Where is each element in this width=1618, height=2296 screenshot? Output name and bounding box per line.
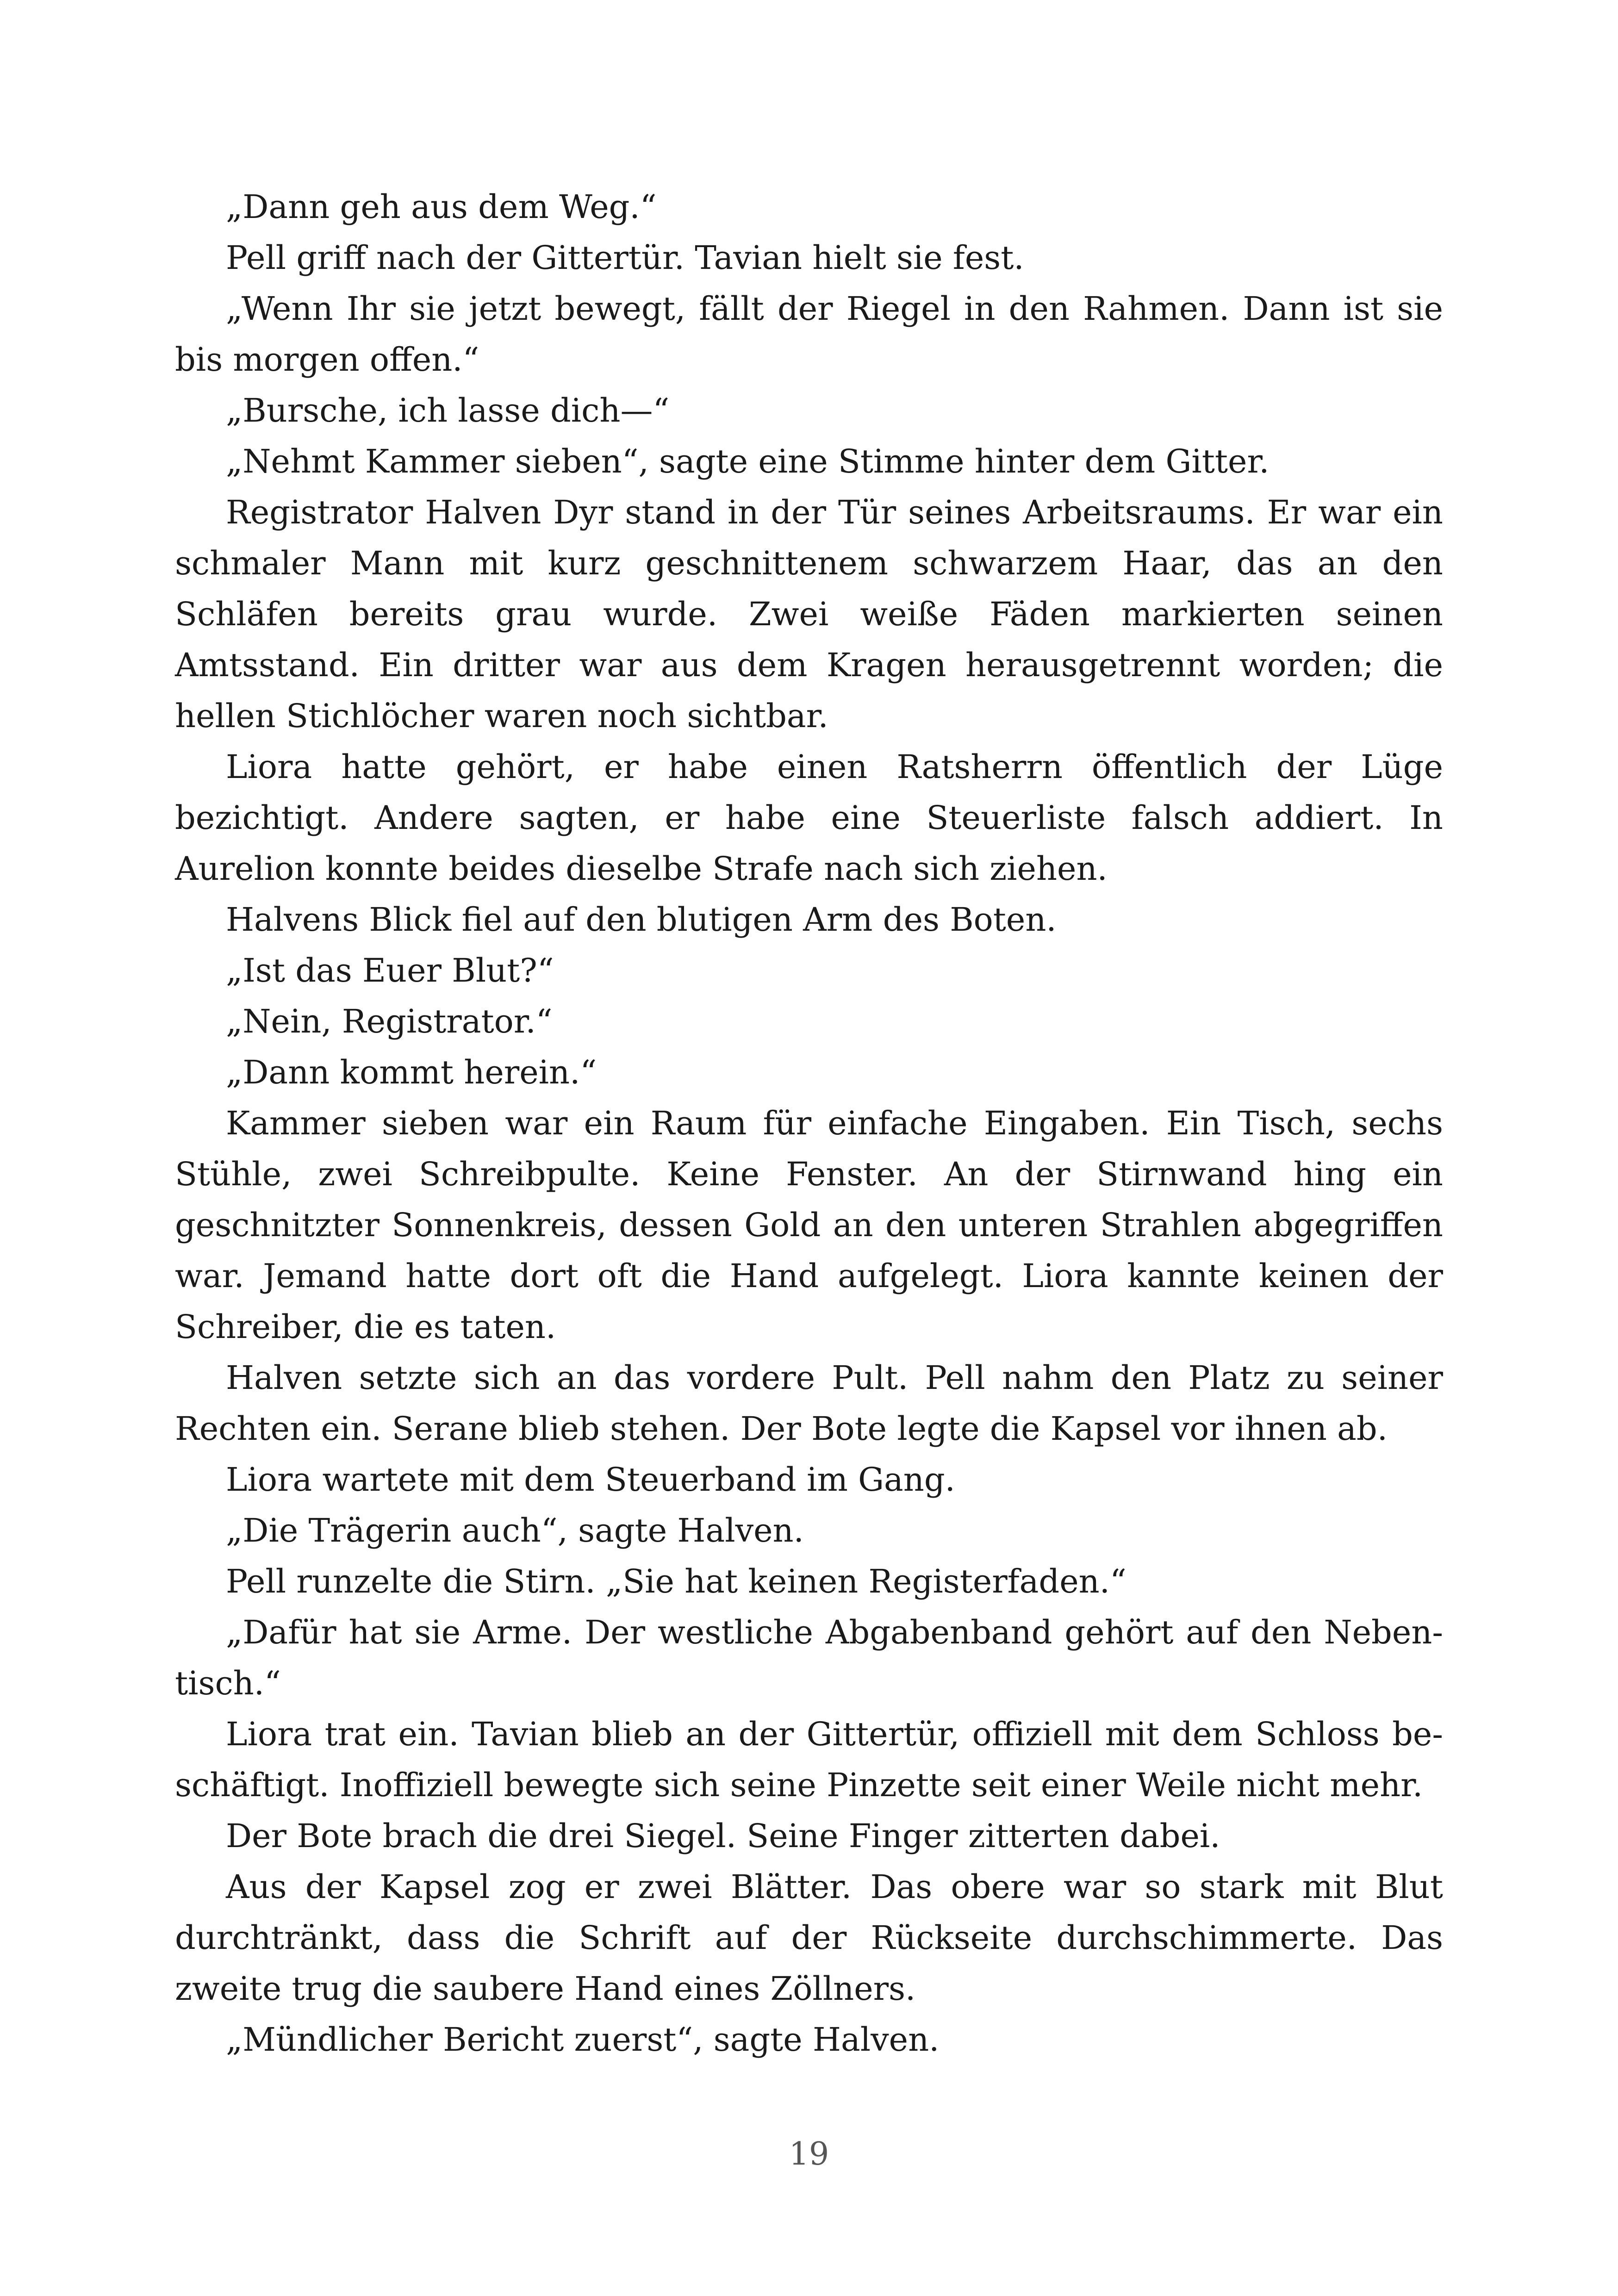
paragraph: Pell griff nach der Gittertür. Tavian hielt sie fest. — [226, 239, 1024, 277]
paragraph: Halven setzte sich an das vordere Pult. Pell nahm den Platz zu seiner Rechten ein. Serane blieb stehen. Der Bote legte die Kapsel vor ihnen ab. — [175, 1359, 1443, 1448]
paragraph: „Dann geh aus dem Weg.“ — [226, 188, 657, 226]
paragraph: Pell runzelte die Stirn. „Sie hat keinen Registerfaden.“ — [226, 1562, 1126, 1600]
body-text — [175, 181, 1443, 2065]
paragraph: „Dann kommt herein.“ — [226, 1053, 597, 1091]
paragraph: Aus der Kapsel zog er zwei Blätter. Das obere war so stark mit Blut durchtränkt, dass die Schrift auf der Rückseite durchschimmerte. Das zweite trug die saubere Hand eines Zöllners. — [175, 1868, 1443, 2008]
paragraph: „Wenn Ihr sie jetzt bewegt, fällt der Riegel in den Rahmen. Dann ist sie bis morgen offen.“ — [175, 290, 1443, 379]
paragraph: „Ist das Euer Blut?“ — [226, 952, 554, 989]
paragraph: „Mündlicher Bericht zuerst“, sagte Halven. — [226, 2021, 940, 2059]
paragraph: Registrator Halven Dyr stand in der Tür seines Arbeitsraums. Er war ein schmaler Mann mit kurz geschnittenem schwarzem Haar, das an den Schläfen bereits grau wurde. Zwei weiße Fäden markierten seinen Amtsstand. Ein dritter war aus dem Kragen herausgetrennt worden; die hellen Stichlöcher waren noch sichtbar. — [175, 493, 1443, 735]
paragraph: „Nein, Registrator.“ — [226, 1002, 553, 1040]
paragraph: Kammer sieben war ein Raum für einfache Eingaben. Ein Tisch, sechs Stühle, zwei Schreibpulte. Keine Fenster. An der Stirnwand hing ein geschnitzter Sonnenkreis, dessen Gold an den unteren Strahlen abgegriffen war. Jemand hatte dort oft die Hand aufgelegt. Liora kannte keinen der Schreiber, die es taten. — [175, 1104, 1443, 1346]
paragraph: Liora hatte gehört, er habe einen Ratsherrn öffentlich der Lüge bezichtigt. Andere sagten, er habe eine Steuerliste falsch addiert. In Aurelion konnte beides dieselbe Strafe nach sich ziehen. — [175, 748, 1443, 888]
paragraph: Liora wartete mit dem Steuerband im Gang. — [226, 1461, 955, 1499]
paragraph: „Nehmt Kammer sieben“, sagte eine Stimme hinter dem Gitter. — [226, 442, 1270, 480]
paragraph: „Dafür hat sie Arme. Der westliche Abgabenband gehört auf den Nebentisch.“ — [175, 1613, 1443, 1702]
paragraph: „Bursche, ich lasse dich—“ — [226, 392, 670, 429]
page-number: 19 — [789, 2136, 829, 2172]
paragraph: „Die Trägerin auch“, sagte Halven. — [226, 1512, 804, 1549]
paragraph: Der Bote brach die drei Siegel. Seine Finger zitterten dabei. — [226, 1817, 1220, 1855]
paragraph: Halvens Blick fiel auf den blutigen Arm des Boten. — [226, 901, 1057, 939]
paragraph: Liora trat ein. Tavian blieb an der Gittertür, offiziell mit dem Schloss beschäftigt. Inoffiziell bewegte sich seine Pinzette seit einer Weile nicht mehr. — [175, 1715, 1443, 1804]
